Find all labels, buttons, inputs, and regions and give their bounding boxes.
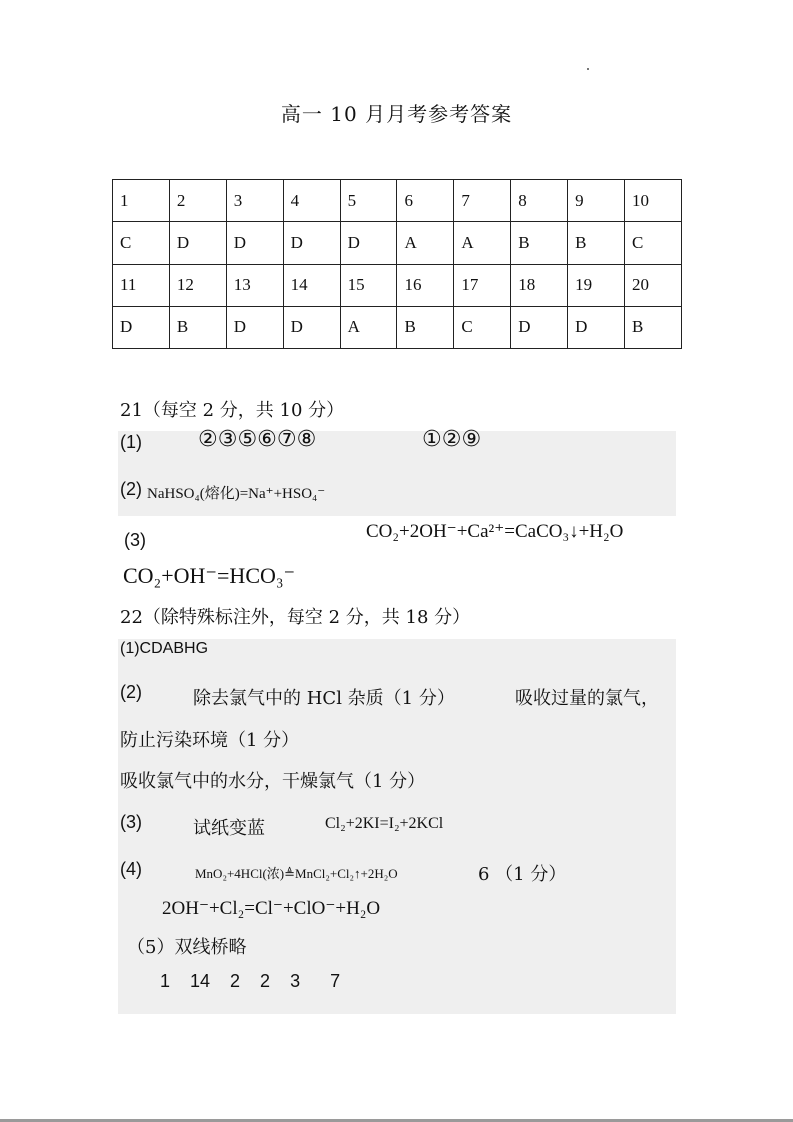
q22-p4-equation-b: 2OH⁻+Cl₂=Cl⁻+ClO⁻+H₂O [162, 898, 381, 919]
q22-p1: (1)CDABHG [120, 640, 209, 657]
q22-p4-answer: 6 （1 分） [478, 864, 567, 885]
q21-p3-equation-a: CO₂+2OH⁻+Ca²⁺=CaCO₃↓+H₂O [366, 521, 624, 542]
question-number-cell: 5 [340, 180, 397, 222]
question-number-cell: 3 [226, 180, 283, 222]
q21-p2-label: (2) [120, 479, 142, 499]
q22-p3-text: 试纸变蓝 [193, 818, 265, 839]
q21-p3-label: (3) [124, 530, 146, 550]
q21-p1-answer-b: ①②⑨ [422, 427, 482, 452]
question-number-cell: 4 [283, 180, 340, 222]
answer-cell: D [113, 306, 170, 348]
answer-cell: D [340, 222, 397, 264]
answer-cell: B [169, 306, 226, 348]
q22-p4-label: (4) [120, 859, 142, 879]
answer-table [112, 179, 682, 349]
question-number-cell: 14 [283, 264, 340, 306]
question-number-cell: 10 [625, 180, 682, 222]
q21-p1-label: (1) [120, 432, 142, 452]
q21-header: 21（每空 2 分，共 10 分） [120, 400, 345, 421]
answer-cell: D [169, 222, 226, 264]
q22-p3-equation: Cl₂+2KI=I₂+2KCl [325, 815, 444, 832]
answer-cell: B [511, 222, 568, 264]
answer-cell: D [226, 222, 283, 264]
q22-p2-text-d: 吸收氯气中的水分，干燥氯气（1 分） [120, 771, 426, 792]
q22-p3-label: (3) [120, 812, 142, 832]
q22-p5-coefficients: 1 14 2 2 3 7 [160, 971, 341, 991]
question-number-cell: 20 [625, 264, 682, 306]
answer-cell: D [226, 306, 283, 348]
answer-cell: A [397, 222, 454, 264]
answer-cell: C [454, 306, 511, 348]
question-number-cell: 1 [113, 180, 170, 222]
answer-cell: C [625, 222, 682, 264]
q22-header: 22（除特殊标注外，每空 2 分，共 18 分） [120, 607, 471, 628]
q22-p2-text-a: 除去氯气中的 HCl 杂质（1 分） [193, 688, 455, 709]
q21-p2-equation: NaHSO₄(熔化)=Na⁺+HSO₄⁻ [147, 486, 326, 502]
question-number-row [113, 180, 682, 222]
question-number-cell: 12 [169, 264, 226, 306]
page-title: 高一 10 月月考参考答案 [280, 102, 513, 126]
answer-row [113, 306, 682, 348]
question-number-cell: 7 [454, 180, 511, 222]
question-number-cell: 16 [397, 264, 454, 306]
question-number-cell: 2 [169, 180, 226, 222]
question-number-row [113, 264, 682, 306]
answer-cell: A [454, 222, 511, 264]
q22-p4-equation: MnO₂+4HCl(浓)≜MnCl₂+Cl₂↑+2H₂O [195, 866, 398, 881]
answer-cell: D [511, 306, 568, 348]
question-number-cell: 6 [397, 180, 454, 222]
q21-p1-answer-a: ②③⑤⑥⑦⑧ [198, 427, 317, 452]
q22-p2-text-c: 防止污染环境（1 分） [120, 730, 300, 751]
question-number-cell: 13 [226, 264, 283, 306]
question-number-cell: 11 [113, 264, 170, 306]
answer-cell: D [568, 306, 625, 348]
question-number-cell: 17 [454, 264, 511, 306]
q22-p5-label: （5）双线桥略 [127, 937, 247, 958]
question-number-cell: 19 [568, 264, 625, 306]
question-number-cell: 15 [340, 264, 397, 306]
answer-cell: B [397, 306, 454, 348]
q22-p2-label: (2) [120, 682, 142, 702]
answer-cell: D [283, 306, 340, 348]
question-number-cell: 18 [511, 264, 568, 306]
question-number-cell: 8 [511, 180, 568, 222]
answer-cell: B [625, 306, 682, 348]
answer-cell: C [113, 222, 170, 264]
answer-row [113, 222, 682, 264]
answer-cell: B [568, 222, 625, 264]
question-number-cell: 9 [568, 180, 625, 222]
answer-cell: A [340, 306, 397, 348]
answer-cell: D [283, 222, 340, 264]
q22-p2-text-b: 吸收过量的氯气， [515, 688, 659, 709]
scan-speck [587, 68, 589, 70]
q21-p3-equation-b: CO₂+OH⁻=HCO₃⁻ [123, 563, 296, 588]
